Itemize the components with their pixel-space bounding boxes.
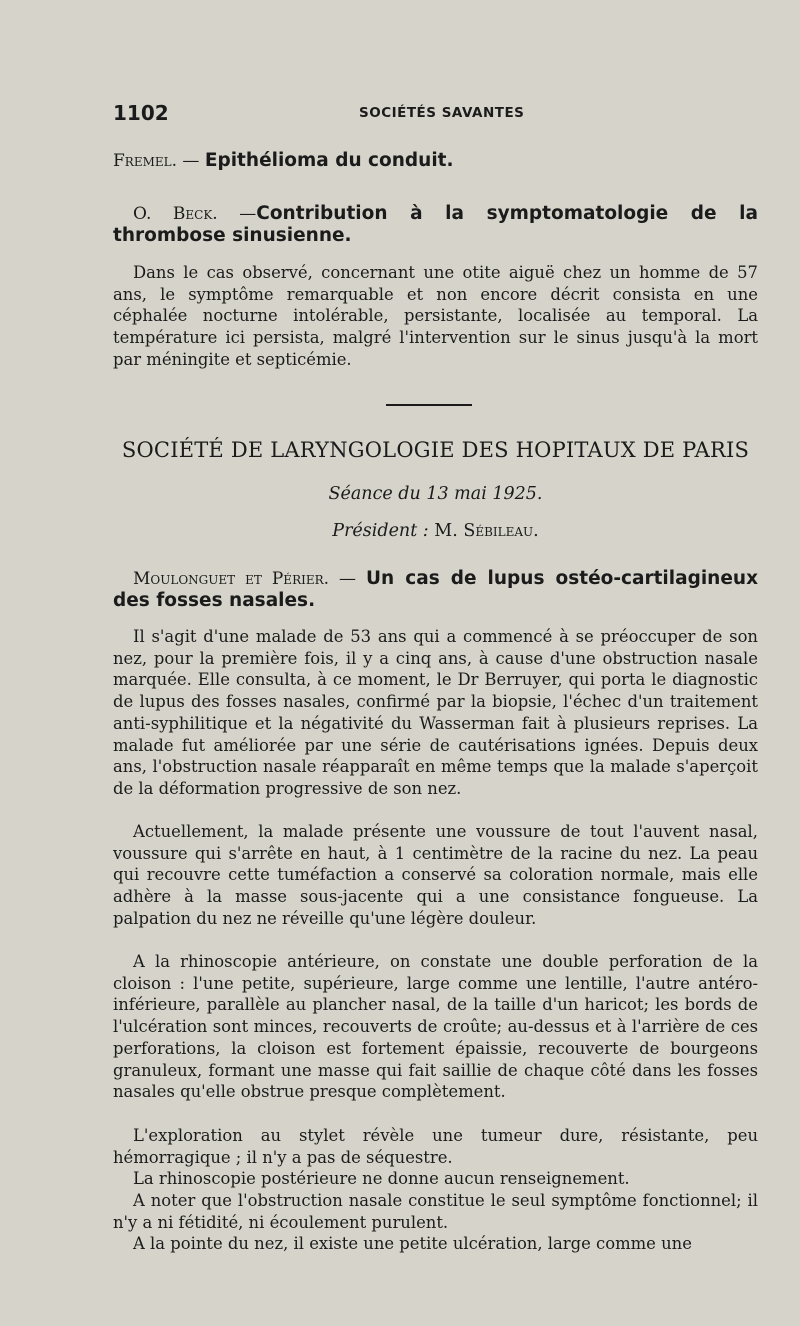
- running-head: [113, 101, 754, 127]
- entry-moulonguet-dash: —: [329, 569, 367, 589]
- moulonguet-paragraph-6: A noter que l'obstruction nasale constitue le seul symptôme fonctionnel; il n'y a ni fétidité, ni écoulement purulent.: [113, 1191, 758, 1232]
- entry-moulonguet-heading: [113, 568, 758, 612]
- president-name: M. Sébileau.: [434, 521, 539, 541]
- entry-beck-paragraph: Dans le cas observé, concernant une otite aiguë chez un homme de 57 ans, le symptôme remarquable et non encore décrit consista en une céphalée nocturne intolérable, persistante, localisée au temporal. La température ici persista, malgré l'intervention sur le sinus jusqu'à la mort par méningite et septicémie.: [113, 263, 758, 369]
- entry-fremel-author: Fremel.: [113, 151, 178, 171]
- section-divider: [386, 404, 472, 406]
- entry-beck-author: O. Beck.: [133, 204, 218, 224]
- entry-moulonguet-title: Un cas de lupus ostéo-cartilagineux des fosses nasales.: [113, 568, 758, 611]
- moulonguet-paragraph-2: Actuellement, la malade présente une voussure de tout l'auvent nasal, voussure qui s'arrête en haut, à 1 centimètre de la racine du nez. La peau qui recouvre cette tuméfaction a conservé sa coloration normale, mais elle adhère à la masse sous-jacente qui a une consistance fongueuse. La palpation du nez ne réveille qu'une légère douleur.: [113, 822, 758, 928]
- entry-fremel-heading: [113, 150, 758, 172]
- moulonguet-paragraph-1: Il s'agit d'une malade de 53 ans qui a commencé à se préoccuper de son nez, pour la première fois, il y a cinq ans, à cause d'une obstruction nasale marquée. Elle consulta, à ce moment, le Dr Berruyer, qui porta le diagnostic de lupus des fosses nasales, confirmé par la biopsie, l'échec d'un traitement anti-syphilitique et la négativité du Wasserman fait à plusieurs reprises. La malade fut améliorée par une série de cautérisations ignées. Depuis deux ans, l'obstruction nasale réapparaît en même temps que la malade s'aperçoit de la déformation progressive de son nez.: [113, 627, 758, 798]
- society-title: SOCIÉTÉ DE LARYNGOLOGIE DES HOPITAUX DE PARIS: [121, 438, 750, 462]
- entry-fremel-dash: —: [177, 151, 205, 171]
- moulonguet-paragraph-7: A la pointe du nez, il existe une petite ulcération, large comme une: [133, 1234, 692, 1253]
- moulonguet-paragraph-5: La rhinoscopie postérieure ne donne aucun renseignement.: [133, 1169, 630, 1188]
- entry-beck-dash: —: [217, 204, 257, 224]
- entry-fremel-title: Epithélioma du conduit.: [204, 150, 454, 171]
- running-title: SOCIÉTÉS SAVANTES: [359, 105, 525, 121]
- session-date: Séance du 13 mai 1925.: [328, 484, 543, 504]
- entry-moulonguet-author: Moulonguet et Périer.: [133, 569, 330, 589]
- moulonguet-paragraph-4: L'exploration au stylet révèle une tumeur dure, résistante, peu hémorragique ; il n'y a pas de séquestre.: [113, 1126, 758, 1167]
- entry-beck-heading: [113, 203, 758, 247]
- president-line: [113, 521, 758, 541]
- entry-beck-title: Contribution à la symptomatologie de la thrombose sinusienne.: [113, 203, 759, 246]
- president-label: Président :: [332, 521, 429, 541]
- moulonguet-paragraph-3: A la rhinoscopie antérieure, on constate une double perforation de la cloison : l'une petite, supérieure, large comme une lentille, l'autre antéro-inférieure, parallèle au plancher nasal, de la taille d'un haricot; les bords de l'ulcération sont minces, recouverts de croûte; au-dessus et à l'arrière de ces perforations, la cloison est fortement épaissie, recouverte de bourgeons granuleux, formant une masse qui fait saillie de chaque côté dans les fosses nasales qu'elle obstrue presque complètement.: [113, 952, 758, 1102]
- page-number: 1102: [113, 101, 169, 125]
